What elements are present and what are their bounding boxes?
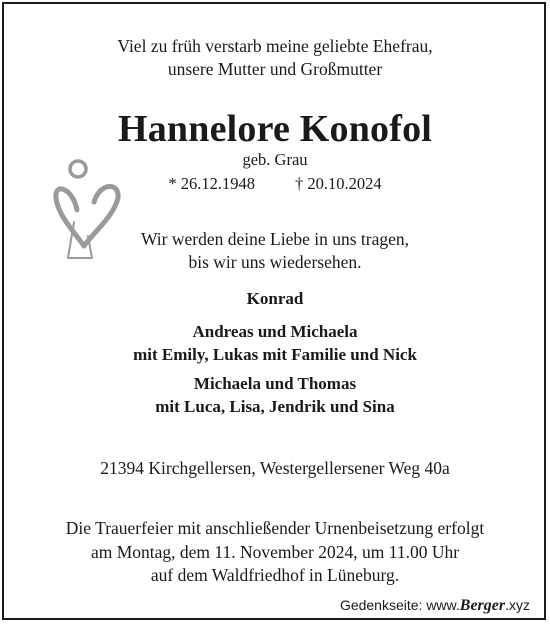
deceased-name: Hannelore Konofol bbox=[117, 108, 433, 150]
footer-prefix: Gedenkseite: www. bbox=[339, 597, 460, 613]
footer-brand: Berger bbox=[459, 597, 506, 614]
mourner-husband: Konrad bbox=[246, 289, 304, 308]
death-date: † 20.10.2024 bbox=[295, 174, 382, 193]
footer-suffix: .xyz bbox=[505, 597, 530, 613]
verse-line-1: Wir werden deine Liebe in uns tragen, bbox=[140, 229, 409, 249]
address: 21394 Kirchgellersen, Westergellersener Weg 40a bbox=[100, 458, 450, 478]
mourner-family-1-children: mit Emily, Lukas mit Familie und Nick bbox=[133, 345, 417, 364]
birth-date: * 26.12.1948 bbox=[168, 174, 255, 193]
mourner-family-2-children: mit Luca, Lisa, Jendrik und Sina bbox=[155, 397, 395, 416]
funeral-line-2: am Montag, dem 11. November 2024, um 11.00 Uhr bbox=[90, 542, 460, 562]
intro-line-1: Viel zu früh verstarb meine geliebte Ehefrau, bbox=[117, 36, 433, 56]
verse-line-2: bis wir uns wiedersehen. bbox=[188, 252, 362, 272]
funeral-line-3: auf dem Waldfriedhof in Lüneburg. bbox=[150, 565, 400, 585]
funeral-line-1: Die Trauerfeier mit anschließender Urnenbeisetzung erfolgt bbox=[65, 518, 485, 538]
memorial-page-link[interactable] bbox=[340, 598, 530, 614]
angel-heart-icon bbox=[50, 154, 126, 270]
mourner-family-1: Andreas und Michaela bbox=[192, 322, 358, 341]
intro-line-2: unsere Mutter und Großmutter bbox=[167, 59, 383, 79]
mourner-family-2: Michaela und Thomas bbox=[193, 374, 357, 393]
born-name: geb. Grau bbox=[242, 150, 308, 169]
